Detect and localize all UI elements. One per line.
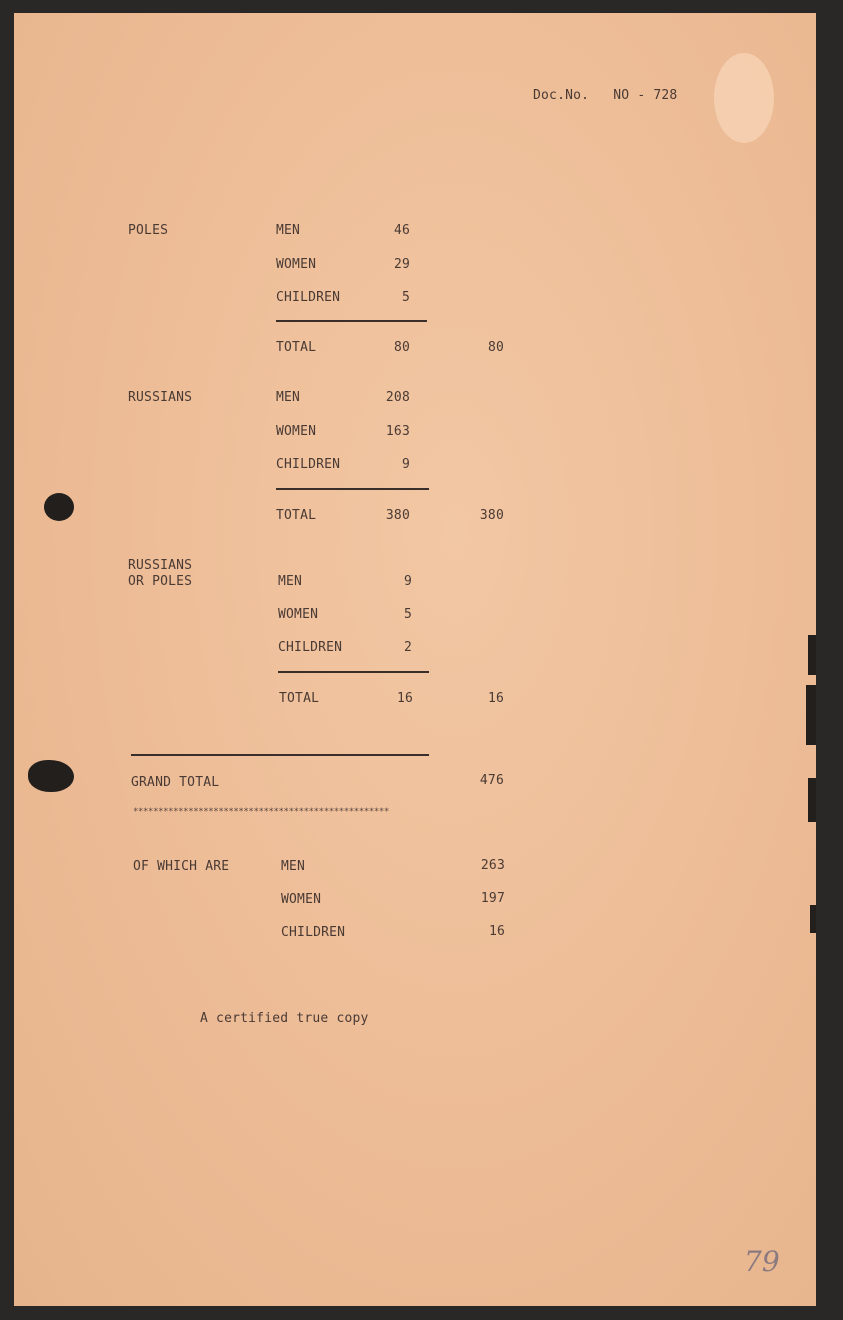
torn-edge [808,778,816,822]
grand-total-label: GRAND TOTAL [131,775,220,790]
group-name-line2: OR POLES [128,574,193,589]
doc-number: NO - 728 [613,88,678,103]
breakdown-value-children: 16 [488,924,505,939]
punch-hole-icon [28,760,74,792]
breakdown-value-men: 263 [480,858,505,873]
group-name-russians: RUSSIANS [128,390,193,405]
row-label-men: MEN [276,390,301,405]
breakdown-value-women: 197 [480,891,505,906]
total-label: TOTAL [276,340,317,355]
row-value-men: 9 [403,574,412,589]
grand-total-rule [131,754,429,756]
row-label-men: MEN [276,223,301,238]
asterisk-separator: *************************************************** [133,807,389,817]
punch-hole-icon [44,493,74,521]
row-label-women: WOMEN [278,607,319,622]
breakdown-label-children: CHILDREN [281,925,346,940]
breakdown-label: OF WHICH ARE [133,859,230,874]
row-label-children: CHILDREN [278,640,343,655]
row-value-women: 29 [393,257,410,272]
paper-stain [714,53,774,143]
torn-edge [808,635,816,675]
total-label: TOTAL [276,508,317,523]
row-value-women: 163 [385,424,410,439]
row-label-children: CHILDREN [276,457,341,472]
document-page [14,13,816,1306]
breakdown-label-men: MEN [281,859,306,874]
carried-total: 380 [479,508,504,523]
row-value-children: 2 [403,640,412,655]
grand-total-value: 476 [479,773,504,788]
certification-note: A certified true copy [200,1011,369,1026]
carried-total: 16 [487,691,504,706]
subtotal-rule [276,320,427,322]
row-value-children: 9 [401,457,410,472]
doc-number-header [533,88,677,103]
doc-label: Doc.No. [533,88,590,103]
row-label-women: WOMEN [276,257,317,272]
total-value: 380 [385,508,410,523]
group-name-line1: RUSSIANS [128,558,193,573]
subtotal-rule [278,671,429,673]
total-value: 16 [396,691,413,706]
subtotal-rule [276,488,429,490]
row-label-men: MEN [278,574,303,589]
carried-total: 80 [487,340,504,355]
breakdown-label-women: WOMEN [281,892,322,907]
group-name-poles: POLES [128,223,169,238]
total-label: TOTAL [279,691,320,706]
row-value-men: 46 [393,223,410,238]
row-value-women: 5 [403,607,412,622]
handwritten-page-number: 79 [744,1245,780,1278]
total-value: 80 [393,340,410,355]
row-value-men: 208 [385,390,410,405]
torn-edge [806,685,816,745]
row-label-women: WOMEN [276,424,317,439]
row-value-children: 5 [401,290,410,305]
torn-edge [810,905,816,933]
row-label-children: CHILDREN [276,290,341,305]
